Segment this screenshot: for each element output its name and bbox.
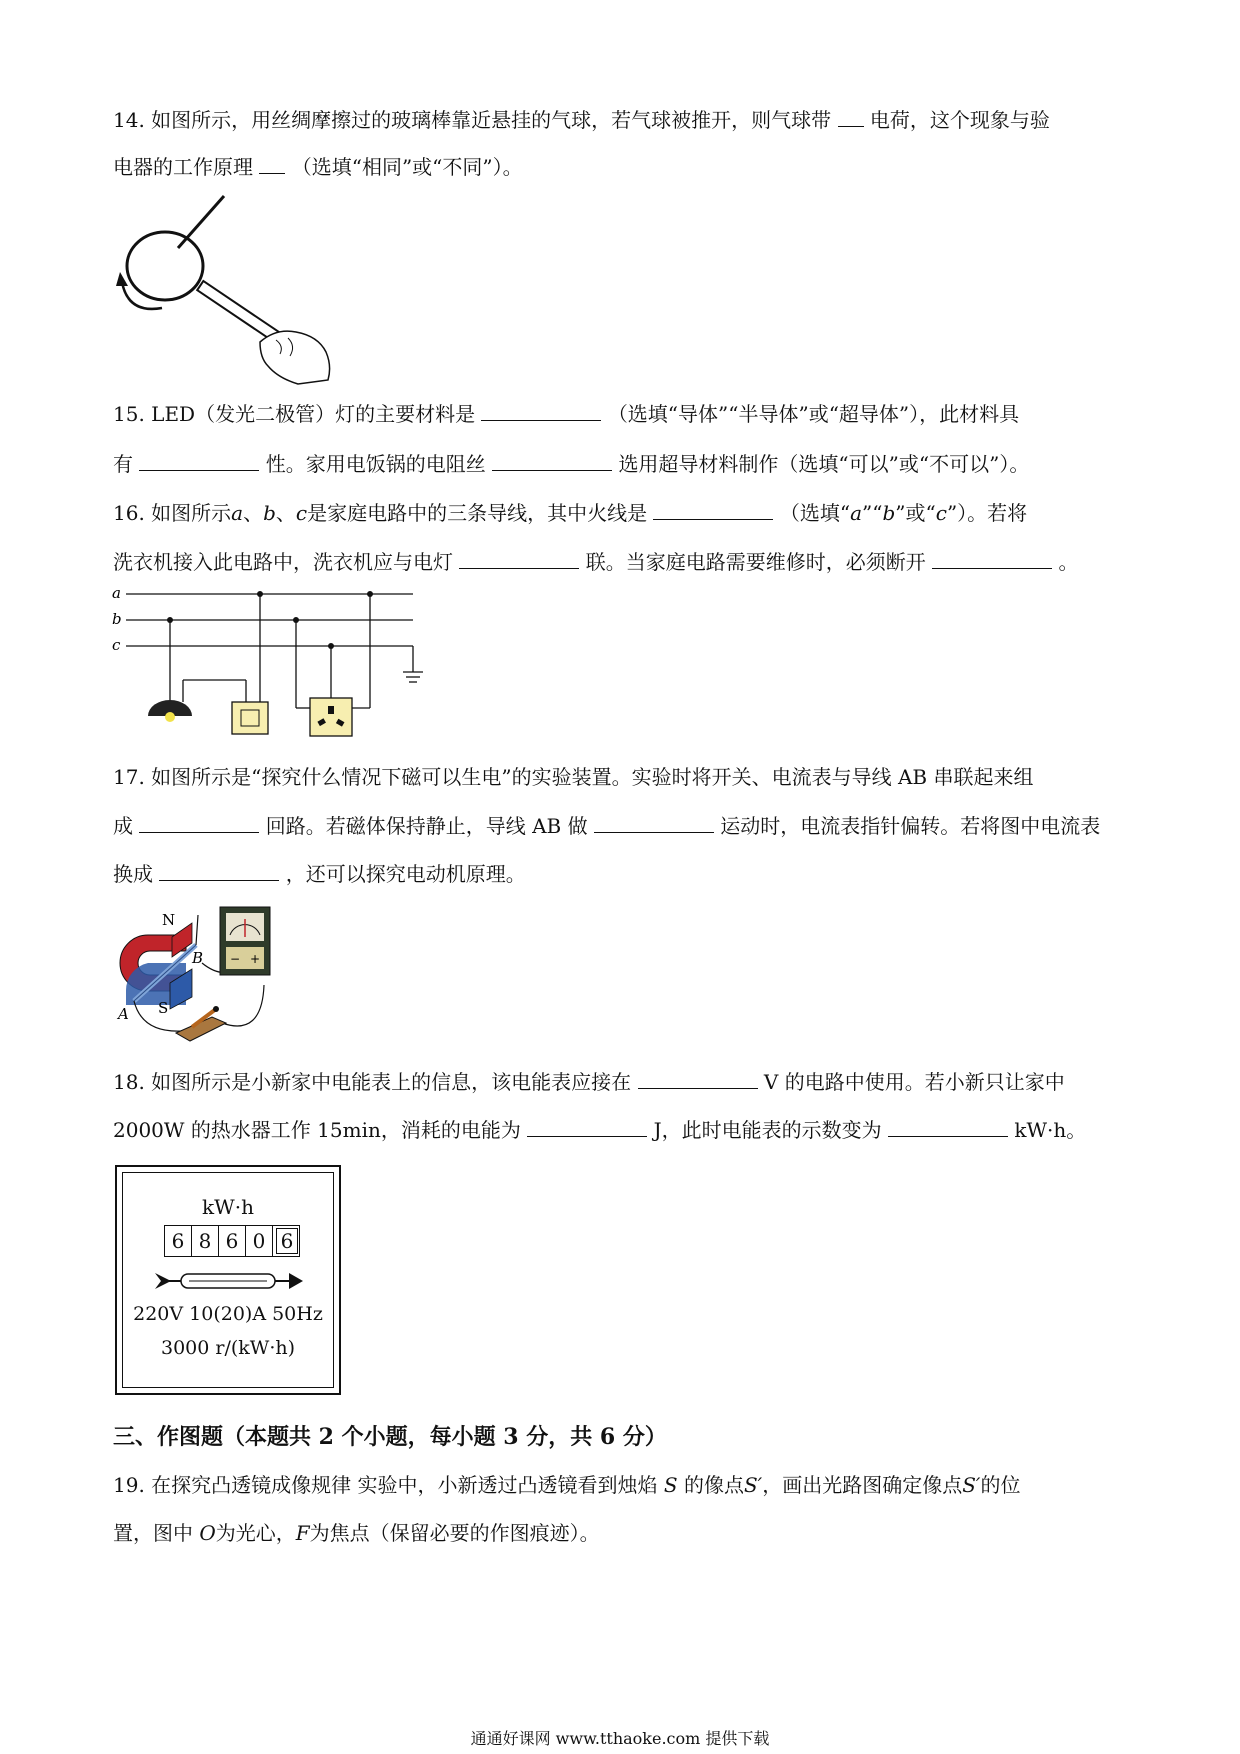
q16-line1: 16. 如图所示a、b、c是家庭电路中的三条导线，其中火线是 （选填“a”“b”或“c”）。若将 (113, 497, 1027, 528)
meter-digit: 6 (219, 1226, 246, 1256)
meter-digit-decimal-cell (273, 1226, 299, 1256)
meter-digits (164, 1225, 300, 1257)
magnet-label-s: S (158, 999, 169, 1017)
q16-line2: 洗衣机接入此电路中，洗衣机应与电灯 联。当家庭电路需要维修时，必须断开 。 (113, 546, 1078, 577)
section-heading: 三、作图题（本题共 2 个小题，每小题 3 分，共 6 分） (113, 1424, 667, 1450)
meter-spec-rating: 220V 10(20)A 50Hz (133, 1303, 323, 1325)
q15-line1: 15. LED（发光二极管）灯的主要材料是 （选填“导体”“半导体”或“超导体”），此材料具 (113, 398, 1019, 429)
meter-digit: 6 (165, 1226, 192, 1256)
conductor-label-b: B (192, 949, 204, 967)
q17-line1: 17. 如图所示是“探究什么情况下磁可以生电”的实验装置。实验时将开关、电流表与导线 AB 串联起来组 (113, 765, 1034, 789)
q16-blank-connection[interactable] (459, 546, 579, 569)
q18-blank-reading[interactable] (888, 1114, 1008, 1137)
q17-line3: 换成 ，还可以探究电动机原理。 (113, 858, 526, 889)
meter-digit-decimal: 6 (276, 1228, 298, 1254)
q15-blank-property[interactable] (139, 448, 259, 471)
q15-line2: 有 性。家用电饭锅的电阻丝 选用超导材料制作（选填“可以”或“不可以”）。 (113, 448, 1029, 479)
q14-line2: 电器的工作原理 （选填“相同”或“不同”）。 (113, 151, 523, 182)
q14-line1: 14. 如图所示，用丝绸摩擦过的玻璃棒靠近悬挂的气球，若气球被推开，则气球带 电荷，这个现象与验 (113, 104, 1050, 135)
q16-blank-switch[interactable] (932, 546, 1052, 569)
household-circuit-figure (108, 580, 438, 750)
q14-blank-charge[interactable] (838, 104, 864, 127)
q16-blank-live-wire[interactable] (653, 497, 773, 520)
ammeter-minus: − (230, 952, 241, 966)
q15-blank-material[interactable] (481, 398, 601, 421)
energy-meter (115, 1165, 341, 1395)
q17-blank-circuit[interactable] (139, 810, 259, 833)
wire-label-b: b (112, 610, 122, 628)
q18-blank-voltage[interactable] (638, 1066, 758, 1089)
balloon-rod-figure (110, 190, 350, 390)
q19-line1: 19. 在探究凸透镜成像规律 实验中，小新透过凸透镜看到烛焰 S 的像点S′，画出光路图确定像点S′的位 (113, 1473, 1021, 1497)
wire-label-c: c (112, 636, 121, 654)
q14-blank-principle[interactable] (259, 151, 285, 174)
induction-experiment-figure (112, 905, 312, 1045)
q18-blank-energy[interactable] (527, 1114, 647, 1137)
meter-digit: 0 (246, 1226, 273, 1256)
meter-rotor-icon (155, 1269, 305, 1293)
q19-line2: 置，图中 O为光心，F为焦点（保留必要的作图痕迹）。 (113, 1521, 600, 1545)
page-footer: 通通好课网 www.tthaoke.com 提供下载 (470, 1729, 770, 1748)
meter-digit: 8 (192, 1226, 219, 1256)
wire-label-a: a (112, 584, 121, 602)
conductor-label-a: A (118, 1005, 129, 1023)
q15-blank-can[interactable] (492, 448, 612, 471)
q17-line2: 成 回路。若磁体保持静止，导线 AB 做 运动时，电流表指针偏转。若将图中电流表 (113, 810, 1100, 841)
meter-unit: kW·h (202, 1195, 254, 1219)
q18-line1: 18. 如图所示是小新家中电能表上的信息，该电能表应接在 V 的电路中使用。若小新只让家中 (113, 1066, 1065, 1097)
q17-blank-motion[interactable] (594, 810, 714, 833)
ammeter-plus: + (250, 952, 261, 966)
magnet-label-n: N (162, 911, 176, 929)
q17-blank-replace[interactable] (159, 858, 279, 881)
meter-spec-revs: 3000 r/(kW·h) (160, 1337, 296, 1359)
energy-meter-inner (122, 1172, 334, 1388)
q18-line2: 2000W 的热水器工作 15min，消耗的电能为 J，此时电能表的示数变为 kW·h。 (113, 1114, 1086, 1145)
